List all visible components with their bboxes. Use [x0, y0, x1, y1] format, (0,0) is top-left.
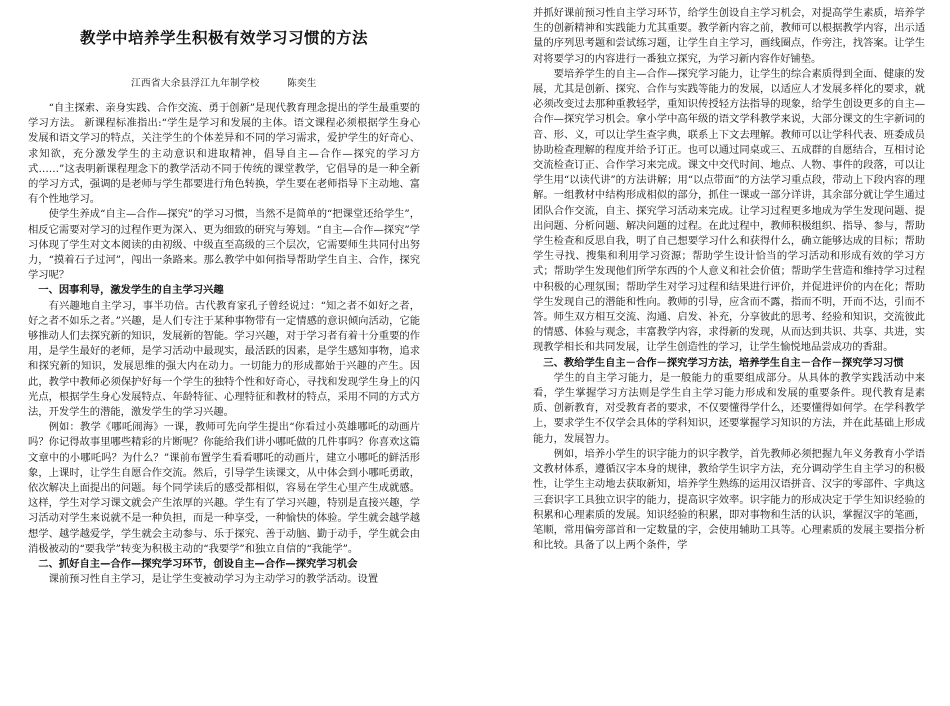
- paragraph-continued: 并抓好课前预习性自主学习环节，给学生创设自主学习机会，对提高学生素质，培养学生的创新精神和实践能力尤其重要。教学新内容之前，教师可以根据教学内容，出示适量的序列思考题和尝试练习题，让学生自主学习，画线圈点，作旁注，找答案。让学生对将要学习的内容进行一番独立探究，为学习新内容作好铺垫。: [533, 7, 925, 65]
- section-heading-1: 一、因事利导，激发学生的自主学习兴趣: [38, 284, 224, 297]
- paragraph: 要培养学生的自主—合作—探究学习能力，让学生的综合素质得到全面、健康的发展，尤其是创新、探究、合作与实践等能力的发展，以适应人才发展多样化的要求，就必须改变过去那种重教轻学，重知识传授轻方法指导的现象，给学生创设更多的自主—合作—探究学习机会。拿小学中高年级的语文学科教学来说，大部分课文的生字新词的音、形、义，可以让学生查字典，联系上下文去理解。教师可以让学科代表、班委成员协助检查理解的程度并给予订正。也可以通过同桌或三、五成群的自愿结合，互相讨论交流检查订正、合作学习来完成。课文中交代时间、地点、人物、事件的段落，可以让学生用“以读代讲”的方法讲解；用“以点带面”的方法学习重点段，带动上下段内容的理解。一组教材中结构形成相似的部分，抓住一课或一部分详讲，其余部分就让学生通过团队合作交流，自主、探究学习活动来完成。让学习过程更多地成为学生发现问题、提出问题、分析问题、解决问题的过程。在此过程中，教师积极组织、指导、参与，帮助学生检查和反思自我，明了自己想要学习什么和获得什么，确立能够达成的目标；帮助学生寻找、搜集和利用学习资源；帮助学生设计恰当的学习活动和形成有效的学习方式；帮助学生发现他们所学东西的个人意义和社会价值；帮助学生营造和维持学习过程中积极的心理氛围；帮助学生对学习过程和结果进行评价，并促进评价的内在化；帮助学生发现自己的潜能和性向。教师的引导，应含而不露，指而不明，开而不达，引而不答。师生双方相互交流、沟通、启发、补充，分享彼此的思考、经验和知识，交流彼此的情感、体验与观念，丰富教学内容，求得新的发现，从而达到共识、共享、共进，实现教学相长和共同发展，让学生创造性的学习，让学生愉悦地品尝成功的香甜。: [533, 67, 925, 354]
- paragraph: “自主探索、亲身实践、合作交流、勇于创新”是现代教育理念提出的学生最重要的学习方法。 新课程标准指出:“学生是学习和发展的主体。语文课程必须根据学生身心发展和语文学习的特点，关注学生的个体差异和不同的学习需求，爱护学生的好奇心、求知欲，充分激发学生的主动意识和进取精神，倡导自主—合作—探究的学习方式……”这表明新课程理念下的教学活动不同于传统的课堂教学，它倡导的是一种全新的学习方式，强调的是老师与学生都要进行角色转换，学生要在老师指导下主动地、富有个性地学习。: [28, 102, 420, 206]
- paragraph: 使学生养成“自主—合作—探究”的学习习惯，当然不是简单的“把课堂还给学生”，相反它需要对学习的过程作更为深入、更为细致的研究与筹划。“自主—合作—探究”学习体现了学生对文本阅读的由初级、中级直至高级的三个层次，它需要师生共同付出努力，“摸着石子过河”，闯出一条路来。那么教学中如何指导帮助学生自主、合作，探究学习呢？: [28, 208, 420, 282]
- section-heading-3: 三、教给学生自主－合作－探究学习方法，培养学生自主－合作－探究学习习惯: [543, 356, 904, 369]
- paragraph: 有兴趣地自主学习，事半功倍。古代教育家孔子曾经说过：“知之者不如好之者，好之者不如乐之者。”兴趣，是人们专注于某种事物带有一定情感的意识倾向活动，它能够推动人们去探究新的知识，发展新的智能。学习兴趣，对于学习者有着十分重要的作用，是学生最好的老师，是学习活动中最现实，最活跃的因素，是学生感知事物，追求和探究新的知识，发展思维的强大内在动力。一切能力的形成都始于兴趣的产生。因此，教学中教师必须保护好每一个学生的独特个性和好奇心，寻找和发现学生身上的闪光点，根据学生身心发展特点、年龄特征、心理特征和教材的特点，采用不同的方式方法，开发学生的潜能，激发学生的学习兴趣。: [28, 299, 420, 419]
- paragraph: 例如，培养小学生的识字能力的识字教学，首先教师必须把握九年义务教育小学语文教材体系，遵循汉字本身的规律，教给学生识字方法，充分调动学生自主学习的积极性，让学生主动地去获取新知，培养学生熟练的运用汉语拼音、汉字的零部件、字典这三套识字工具独立识字的能力，提高识字效率。识字能力的形成决定于学生知识经验的积累和心理素质的发展。知识经验的积累，即对事物和生活的认识，掌握汉字的笔画，笔顺，常用偏旁部首和一定数量的字，会使用辅助工具等。心理素质的发展主要指分析和比较。具备了以上两个条件，学: [533, 447, 925, 552]
- section-heading-2: 二、抓好自主—合作—探究学习环节，创设自主—合作—探究学习机会: [38, 558, 358, 571]
- article-title: 教学中培养学生积极有效学习习惯的方法: [79, 29, 368, 47]
- paragraph: 学生的自主学习能力，是一般能力的重要组成部分。从具体的教学实践活动中来看，学生掌握学习方法则是学生自主学习能力形成和发展的重要条件。现代教育是素质、创新教育，对受教育者的要求，不仅要懂得学什么，还要懂得如何学。在学科教学上，要求学生不仅学会具体的学科知识，还要掌握学习知识的方法，并在此基础上形成能力，发展智力。: [533, 371, 925, 445]
- left-column: [28, 26, 420, 696]
- author-name: 陈奕生: [287, 78, 317, 89]
- paragraph: 例如：教学《哪吒闹海》一课，教师可先向学生提出“你看过小英雄哪吒的动画片吗？你记得故事里哪些精彩的片断呢？你能给我们讲小哪吒做的几件事吗？你喜欢这篇文章中的小哪吒吗？为什么？”课前布置学生看看哪吒的动画片，建立小哪吒的鲜活形象，上课时，让学生自愿合作交流。然后，引导学生读课文，从中体会到小哪吒勇敢，依次解决上面提出的问题。每个同学读后的感受都相似，容易在学生心里产生成就感。这样，学生对学习课文就会产生浓厚的兴趣。学生有了学习兴趣，特别是直接兴趣，学习活动对学生来说就不是一种负担，而是一种享受，一种愉快的体验。学生就会越学越想学、越学越爱学，学生就会主动参与、乐于探究、善于动脑、勤于动手，学生就会由消极被动的“要我学”转变为积极主动的“我要学”和独立自信的“我能学”。: [28, 421, 420, 555]
- author-school: 江西省大余县浮江九年制学校: [131, 78, 260, 89]
- paragraph: 课前预习性自主学习，是让学生变被动学习为主动学习的教学活动。设置: [48, 573, 379, 586]
- right-column: [533, 6, 925, 696]
- byline: [28, 75, 420, 89]
